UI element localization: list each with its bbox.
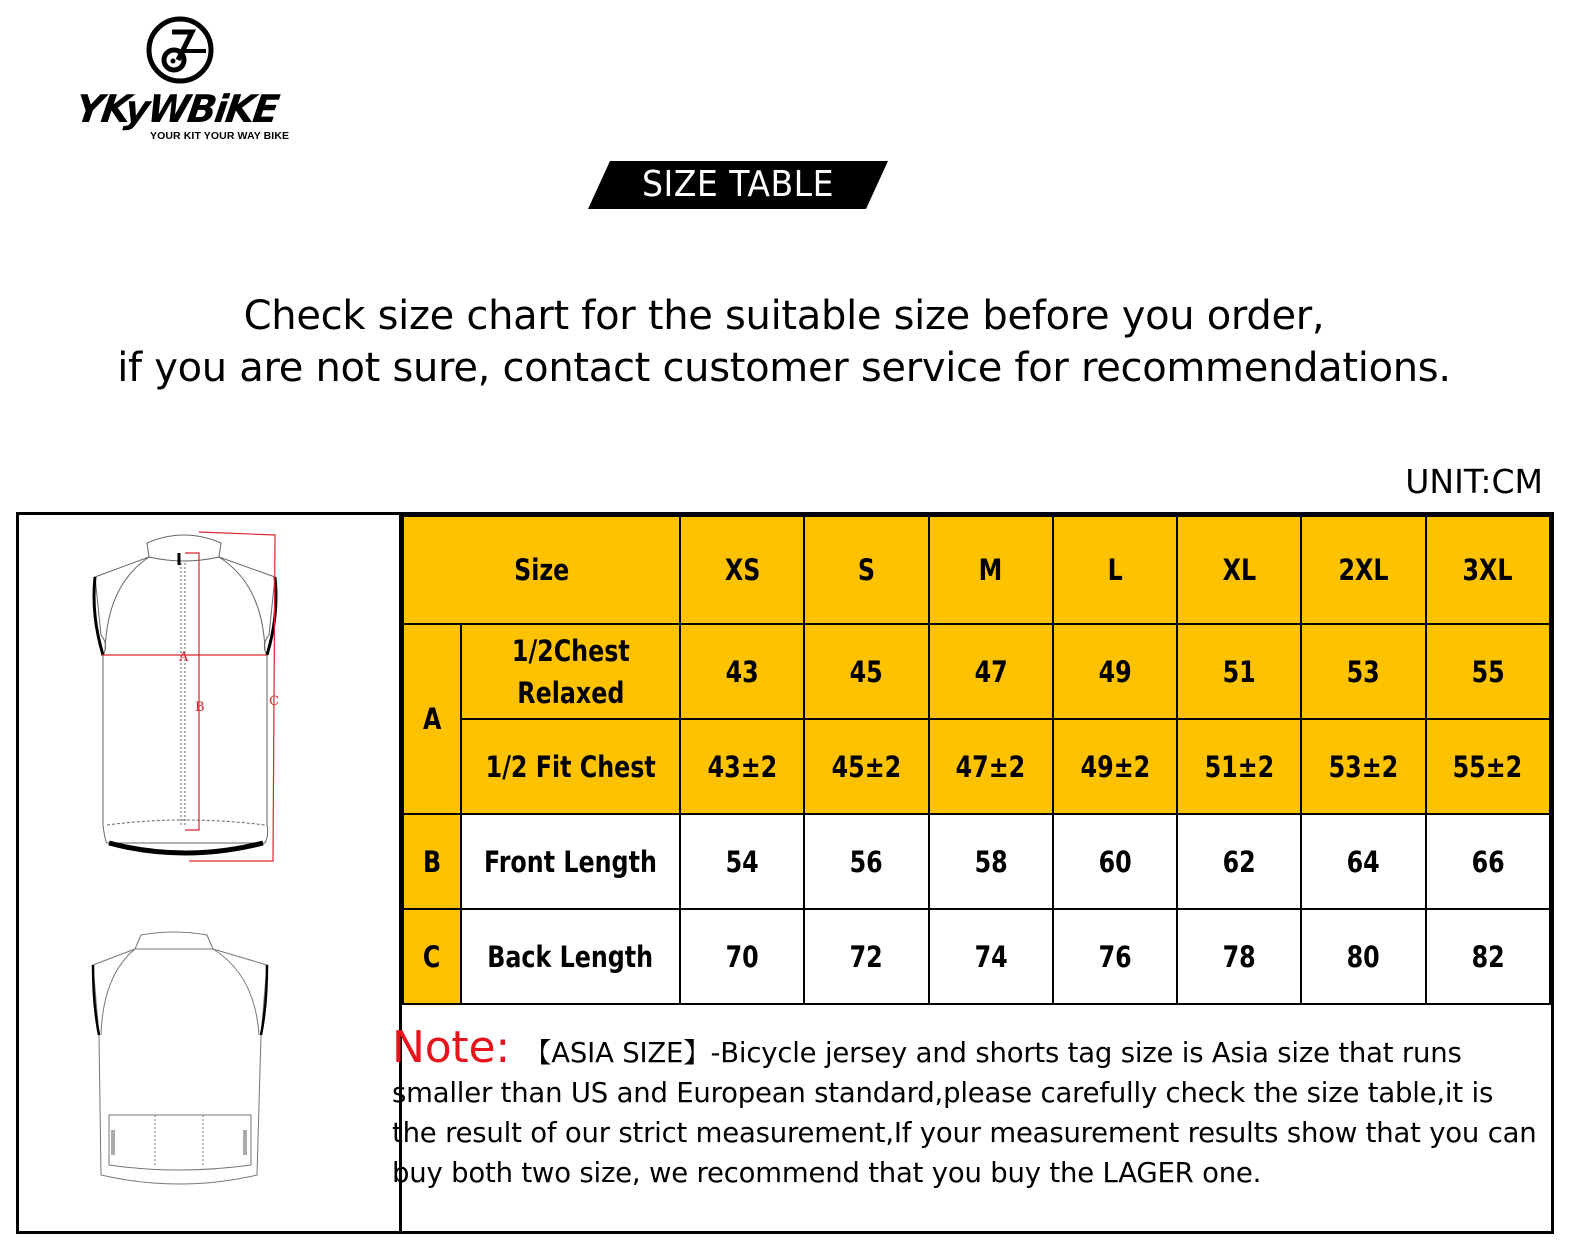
cell: 70 xyxy=(680,909,804,1004)
cell: 43 xyxy=(680,624,804,719)
cell: 51±2 xyxy=(1177,719,1301,814)
header-size-xl: XL xyxy=(1177,516,1301,624)
cell: 66 xyxy=(1426,814,1550,909)
unit-label: UNIT:CM xyxy=(1405,462,1543,501)
cell: 80 xyxy=(1301,909,1425,1004)
size-table xyxy=(402,515,1551,1005)
cell: 47±2 xyxy=(929,719,1053,814)
brand-wordmark: YKyWBiKE xyxy=(72,87,281,131)
cell: 53±2 xyxy=(1301,719,1425,814)
cell: 74 xyxy=(929,909,1053,1004)
cell: 72 xyxy=(804,909,928,1004)
table-row xyxy=(403,719,1550,814)
size-note xyxy=(392,1022,1542,1193)
note-label: Note: xyxy=(392,1022,510,1073)
cell: 54 xyxy=(680,814,804,909)
intro-line-1: Check size chart for the suitable size before you order, xyxy=(243,293,1325,339)
bike-circle-logo-icon xyxy=(144,14,216,86)
brand-logo xyxy=(72,12,292,142)
table-row xyxy=(403,814,1550,909)
marker-a: A xyxy=(179,650,189,665)
cell: 43±2 xyxy=(680,719,804,814)
cell: 51 xyxy=(1177,624,1301,719)
header-size-m: M xyxy=(929,516,1053,624)
header-size-xs: XS xyxy=(680,516,804,624)
table-row xyxy=(403,909,1550,1004)
cell: 55±2 xyxy=(1426,719,1550,814)
cell: 62 xyxy=(1177,814,1301,909)
table-header-row xyxy=(403,516,1550,624)
row-label-back-length: Back Length xyxy=(461,909,680,1004)
brand-tagline: YOUR KIT YOUR WAY BIKE xyxy=(150,130,290,142)
intro-line-2: if you are not sure, contact customer service for recommendations. xyxy=(117,345,1451,391)
cell: 76 xyxy=(1053,909,1177,1004)
group-c: C xyxy=(403,909,461,1004)
cell: 78 xyxy=(1177,909,1301,1004)
group-a: A xyxy=(403,624,461,814)
header-size-3xl: 3XL xyxy=(1426,516,1550,624)
header-size-label: Size xyxy=(403,516,680,624)
cell: 58 xyxy=(929,814,1053,909)
cell: 60 xyxy=(1053,814,1177,909)
group-b: B xyxy=(403,814,461,909)
note-text: 【ASIA SIZE】-Bicycle jersey and shorts tag size is Asia size that runs smaller than US and European standard,please carefully check the size table,it is the result of our strict measurement,If your measurement results show that you can buy both two size, we recommend that you buy the LAGER one. xyxy=(392,1037,1537,1189)
intro-text xyxy=(0,290,1568,394)
cell: 82 xyxy=(1426,909,1550,1004)
header-size-s: S xyxy=(804,516,928,624)
size-table-banner xyxy=(588,161,888,209)
table-row xyxy=(403,624,1550,719)
vest-back-diagram-icon xyxy=(89,925,269,1195)
marker-c: C xyxy=(269,694,279,709)
cell: 53 xyxy=(1301,624,1425,719)
cell: 45 xyxy=(804,624,928,719)
header-size-l: L xyxy=(1053,516,1177,624)
cell: 45±2 xyxy=(804,719,928,814)
measurement-illustration xyxy=(19,515,402,1231)
cell: 64 xyxy=(1301,814,1425,909)
cell: 56 xyxy=(804,814,928,909)
header-size-2xl: 2XL xyxy=(1301,516,1425,624)
cell: 55 xyxy=(1426,624,1550,719)
cell: 49±2 xyxy=(1053,719,1177,814)
row-label-chest-relaxed: 1/2Chest Relaxed xyxy=(461,624,680,719)
banner-title: SIZE TABLE xyxy=(642,164,834,205)
cell: 47 xyxy=(929,624,1053,719)
cell: 49 xyxy=(1053,624,1177,719)
marker-b: B xyxy=(195,700,205,715)
row-label-front-length: Front Length xyxy=(461,814,680,909)
vest-front-diagram-icon xyxy=(79,525,299,865)
row-label-fit-chest: 1/2 Fit Chest xyxy=(461,719,680,814)
